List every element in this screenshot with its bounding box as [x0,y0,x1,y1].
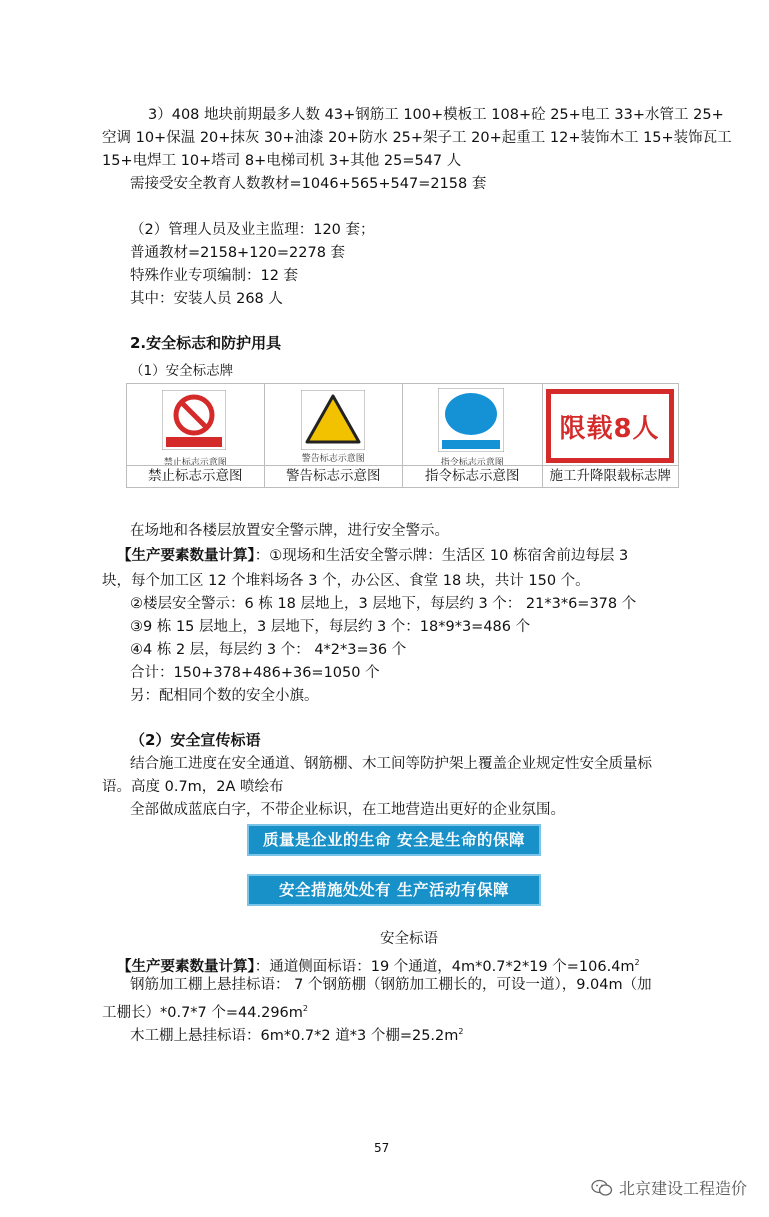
superscript: 2 [634,958,640,967]
body-text: 15+电焊工 10+塔司 8+电梯司机 3+其他 25=547 人 [102,153,462,169]
subsection-heading: （2）安全宣传标语 [130,731,261,749]
superscript: 2 [458,1027,464,1036]
mandatory-sign-icon [438,388,504,452]
body-text: 普通教材=2158+120=2278 套 [130,245,346,261]
text-span: ：通道侧面标语：19 个通道，4m*0.7*2*19 个=106.4m [254,959,635,975]
watermark [591,1176,747,1199]
sign-caption: 禁止标志示意图 [127,465,264,487]
figure-caption: 安全标语 [380,931,438,947]
sign-small-label: 禁止标志示意图 [163,458,227,468]
watermark-text: 北京建设工程造价 [618,1179,747,1198]
sign-small-label: 指令标志示意图 [440,458,504,468]
body-text: 语。高度 0.7m，2A 喷绘布 [102,779,284,795]
warning-sign-icon [301,390,365,450]
body-text: ②楼层安全警示：6 栋 18 层地上，3 层地下，每层约 3 个： 21*3*6=378 个 [130,596,637,612]
load-limit-sign-icon [546,389,674,463]
slogan-banner: 安全措施处处有 生产活动有保障 [247,874,541,906]
superscript: 2 [302,1004,308,1013]
body-text: 另：配相同个数的安全小旗。 [130,688,319,704]
prohibition-sign-icon [162,390,226,450]
body-text: 结合施工进度在安全通道、钢筋棚、木工间等防护架上覆盖企业规定性安全质量标 [130,756,652,772]
body-text: （2）管理人员及业主监理：120 套； [130,222,375,238]
body-text: 特殊作业专项编制：12 套 [130,268,299,284]
slogan-banner: 质量是企业的生命 安全是生命的保障 [247,824,541,856]
sign-cell-prohibition [127,384,265,487]
bold-label: 【生产要素数量计算】 [117,959,255,975]
text-span: 木工棚上悬挂标语：6m*0.7*2 道*3 个棚=25.2m [130,1028,459,1044]
sign-caption: 施工升降限载标志牌 [543,465,679,487]
text-span: ：①现场和生活安全警示牌：生活区 10 栋宿舍前边每层 3 [254,548,629,564]
sign-cell-warning [265,384,404,487]
body-text: 空调 10+保温 20+抹灰 30+油漆 20+防水 25+架子工 20+起重工 12+装饰木工 15+装饰瓦工 [102,130,732,146]
sign-cell-load-limit [543,384,679,487]
body-text: 全部做成蓝底白字，不带企业标识，在工地营造出更好的企业氛围。 [130,802,565,818]
body-text: 其中：安装人员 268 人 [130,291,283,307]
wechat-icon [591,1179,613,1197]
body-text: 合计：150+378+486+36=1050 个 [130,665,380,681]
body-text: 钢筋加工棚上悬挂标语： 7 个钢筋棚（钢筋加工棚长的，可设一道），9.04m（加 [130,977,652,993]
text-span: 工棚长）*0.7*7 个=44.296m [102,1005,303,1021]
subsection-heading: （1）安全标志牌 [130,363,234,379]
bold-label: 【生产要素数量计算】 [117,548,255,564]
body-text: ③9 栋 15 层地上，3 层地下，每层约 3 个：18*9*3=486 个 [130,619,531,635]
sign-small-label: 警告标志示意图 [301,454,365,464]
load-limit-text: 限载8人 [559,413,660,444]
sign-caption: 指令标志示意图 [403,465,542,487]
section-heading: 2.安全标志和防护用具 [130,334,282,352]
body-text: 块，每个加工区 12 个堆料场各 3 个，办公区、食堂 18 块，共计 150 个。 [102,573,590,589]
safety-sign-table [126,383,679,488]
body-text [117,545,628,568]
body-text: 需接受安全教育人数教材=1046+565+547=2158 套 [130,176,487,192]
sign-caption: 警告标志示意图 [265,465,403,487]
body-text: 在场地和各楼层放置安全警示牌，进行安全警示。 [130,523,449,539]
sign-cell-mandatory [403,384,543,487]
page-number: 57 [374,1141,390,1155]
body-text: 3）408 地块前期最多人数 43+钢筋工 100+模板工 108+砼 25+电工 33+水管工 25+ [148,107,724,123]
body-text [130,1020,463,1048]
body-text: ④4 栋 2 层，每层约 3 个： 4*2*3=36 个 [130,642,407,658]
